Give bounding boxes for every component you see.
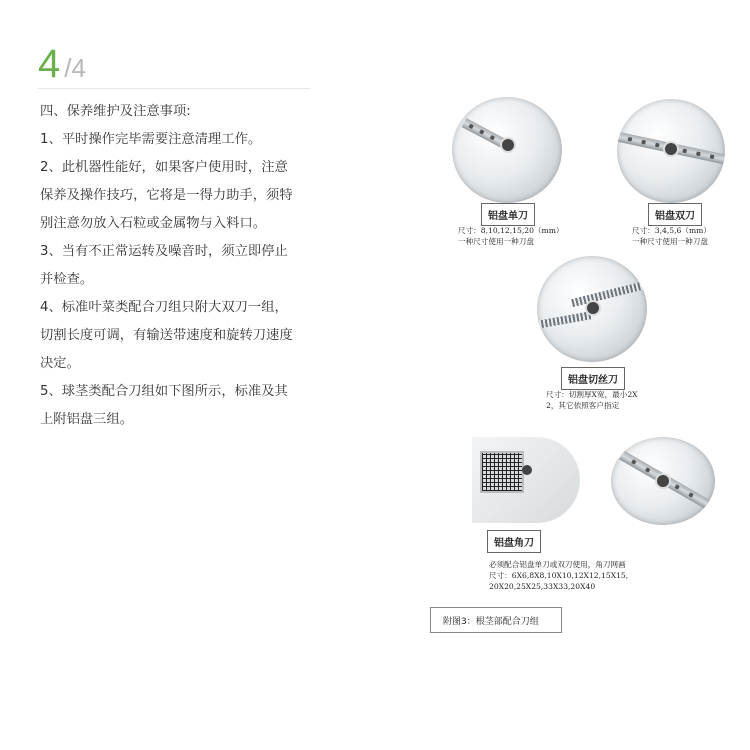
page-total: /4 (64, 53, 86, 83)
text-line: 保养及操作技巧，它将是一得力助手，须特 (40, 188, 293, 203)
text-line: 上附铝盘三组。 (40, 412, 134, 427)
double-blade-note: 尺寸：3,4,5,6（mm） 一种尺寸使用一种刀盘 (632, 226, 711, 246)
shredding-blade-label: 铝盘切丝刀 (561, 367, 625, 390)
single-blade-note: 尺寸：8,10,12,15,20（mm） 一种尺寸使用一种刀盘 (458, 226, 564, 246)
maintenance-text (40, 98, 320, 434)
text-line: 5、球茎类配合刀组如下图所示，标准及其 (40, 384, 288, 399)
text-line: 别注意勿放入石粒或金属物与入料口。 (40, 216, 267, 231)
text-line: 决定。 (40, 356, 80, 371)
text-line: 2、此机器性能好，如果客户使用时，注意 (40, 160, 288, 175)
header-divider (38, 88, 310, 89)
dicing-blade-label: 铝盘角刀 (487, 530, 541, 553)
text-line: 1、平时操作完毕需要注意清理工作。 (40, 132, 262, 147)
text-line: 四、保养维护及注意事项: (40, 104, 191, 119)
text-line: 3、当有不正常运转及噪音时，须立即停止 (40, 244, 288, 259)
text-line: 4、标准叶菜类配合刀组只附大双刀一组， (40, 300, 288, 315)
dicing-blade-image (472, 437, 580, 523)
page-number (38, 44, 86, 84)
page-current: 4 (38, 42, 61, 86)
shredding-blade-disc-image (537, 256, 647, 362)
single-blade-disc-image (452, 97, 562, 203)
single-blade-label: 铝盘单刀 (481, 203, 535, 226)
shredding-blade-note: 尺寸：切割厚X宽，最小2X 2，其它依照客户指定 (546, 390, 638, 410)
text-line: 并检查。 (40, 272, 94, 287)
double-blade-disc-image (617, 99, 725, 203)
dicing-blade-note: 必须配合铝盘单刀或双刀使用，角刀网画 尺寸：6X6,8X8,10X10,12X12,15X15, 20X20,25X25,33X33,20X40 (489, 560, 629, 591)
text-line: 切割长度可调，有输送带速度和旋转刀速度 (40, 328, 293, 343)
figure-caption: 附图3：根茎部配合刀组 (430, 607, 562, 633)
dicing-blade-disc-image (611, 437, 715, 525)
double-blade-label: 铝盘双刀 (648, 203, 702, 226)
